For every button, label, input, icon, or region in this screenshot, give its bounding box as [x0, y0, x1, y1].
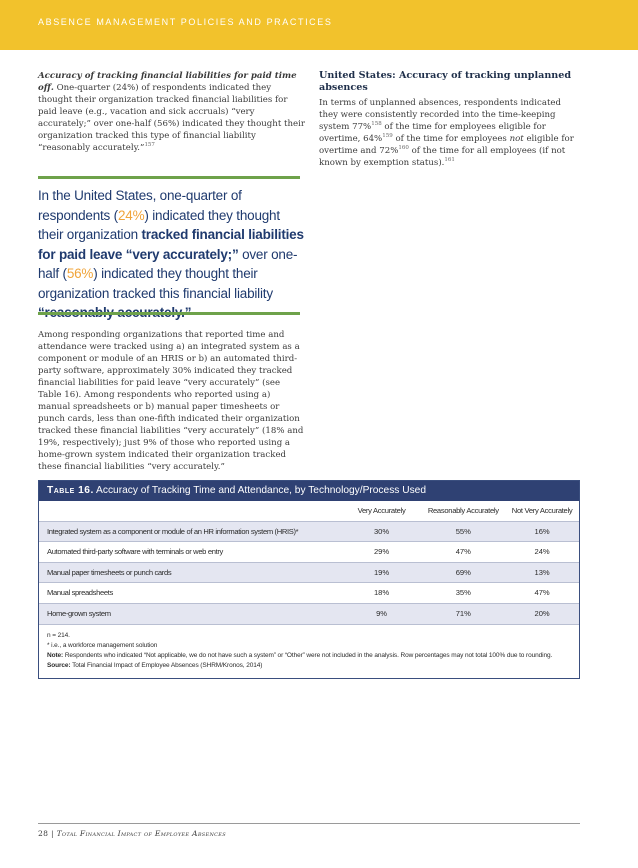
note-label: Note: [47, 651, 64, 659]
cell-value: 29% [342, 542, 422, 563]
section-title: ABSENCE MANAGEMENT POLICIES AND PRACTICES [38, 17, 333, 27]
right-text-1: In terms of unplanned absences, respondents indicated they were consistently recorded into the time-keeping system 77% [319, 98, 561, 132]
pull-text-4: ) indicated they thought their organization tracked this financial liability [38, 266, 273, 301]
footer-rule [38, 823, 580, 824]
header-band [0, 0, 638, 50]
page-footer [38, 829, 226, 838]
pull-quote-top-rule [38, 176, 300, 179]
row-label: Home-grown system [39, 603, 342, 624]
pull-text-2: ) indicated they thought their organization [38, 207, 280, 242]
right-text-4: eligible for overtime and 72% [319, 134, 574, 156]
page-number: 28 | [38, 829, 57, 838]
footnote-ref-159: 159 [382, 133, 393, 140]
table-row [39, 521, 579, 542]
table-label: Table 16. [47, 485, 94, 496]
cell-value: 69% [421, 562, 505, 583]
table-notes [39, 624, 579, 678]
cell-value: 30% [342, 521, 422, 542]
left-column [38, 70, 306, 154]
note-line [47, 651, 571, 661]
cell-value: 19% [342, 562, 422, 583]
table-row [39, 562, 579, 583]
cell-value: 71% [421, 603, 505, 624]
intro-paragraph [38, 70, 306, 154]
body-block [38, 329, 304, 473]
pull-bold-1: tracked financial liabilities for paid leave “very accurately;” [38, 227, 304, 262]
cell-value: 13% [505, 562, 579, 583]
row-label: Automated third-party software with terminals or web entry [39, 542, 342, 563]
table-row [39, 542, 579, 563]
asterisk-note: * i.e., a workforce management solution [47, 641, 158, 649]
right-text-5: of the time for all employees (if not known by exemption status). [319, 146, 566, 168]
n-note: n = 214. [47, 631, 70, 639]
table-row [39, 603, 579, 624]
col-header-very-accurately: Very Accurately [357, 506, 406, 516]
row-label: Manual paper timesheets or punch cards [39, 562, 342, 583]
right-heading: United States: Accuracy of tracking unplanned absences [319, 70, 572, 93]
cell-value: 18% [342, 583, 422, 604]
header-blank [39, 501, 342, 521]
cell-value: 55% [421, 521, 505, 542]
pull-value-24: 24% [117, 207, 145, 223]
footer-title: Total Financial Impact of Employee Absences [56, 829, 226, 838]
intro-label: Accuracy of tracking financial liabilities for paid time off. [38, 71, 297, 93]
source-label: Source: [47, 661, 71, 669]
pull-quote [38, 186, 308, 323]
table-header-row [39, 501, 579, 521]
right-column [319, 70, 581, 169]
right-paragraph [319, 97, 581, 169]
table-title: Accuracy of Tracking Time and Attendance, by Technology/Process Used [93, 485, 426, 496]
row-label: Integrated system as a component or module of an HR information system (HRIS)* [39, 521, 342, 542]
intro-footnote-ref: 157 [144, 142, 155, 149]
cell-value: 16% [505, 521, 579, 542]
col-header-reasonably-accurately: Reasonably Accurately [427, 506, 499, 516]
body-paragraph: Among responding organizations that reported time and attendance were tracked using a) an integrated system as a component or module of an HRIS or b) an automated third-party software, approximately 30% indicated they tracked financial liabilities for paid leave “very accurately” (see Table 16). Among respondents who reported using a) manual spreadsheets or b) manual paper timesheets or punch cards, less than one-fifth indicated their organization tracked these financial liabilities “very accurately” (18% and 19%, respectively); just 9% of those who reported using a home-grown system indicated their organization tracked these financial liabilities “very accurately.” [38, 330, 304, 472]
table-16 [38, 480, 580, 679]
note-text: Respondents who indicated “Not applicable, we do not have such a system” or “Other” were not included in the analysis. Row percentages may not total 100% due to rounding. [63, 651, 553, 659]
table-row [39, 583, 579, 604]
right-text-not: not [509, 134, 524, 144]
source-line [47, 661, 571, 671]
col-header-not-very-accurately: Not Very Accurately [511, 506, 573, 516]
footnote-ref-160: 160 [398, 145, 409, 152]
cell-value: 47% [421, 542, 505, 563]
row-label: Manual spreadsheets [39, 583, 342, 604]
source-text: Total Financial Impact of Employee Absences (SHRM/Kronos, 2014) [70, 661, 263, 669]
right-text-2: of the time for employees eligible for overtime, 64% [319, 122, 546, 144]
pull-quote-bottom-rule [38, 312, 300, 315]
cell-value: 35% [421, 583, 505, 604]
footnote-ref-158: 158 [371, 121, 382, 128]
table-title-bar [39, 481, 579, 501]
cell-value: 47% [505, 583, 579, 604]
pull-value-56: 56% [66, 266, 94, 281]
cell-value: 9% [342, 603, 422, 624]
table-grid [39, 501, 579, 624]
intro-body: One-quarter (24%) of respondents indicated they thought their organization tracked financial liabilities for paid leave (e.g., vacation and sick accruals) “very accurately;” over one-half (56%) indicated they thought their organization tracked this type of financial liability “reasonably accurately.” [38, 83, 305, 153]
pull-text-1: In the United States, one-quarter of respondents ( [38, 188, 242, 223]
cell-value: 24% [505, 542, 579, 563]
footnote-ref-161: 161 [444, 157, 455, 164]
cell-value: 20% [505, 603, 579, 624]
pull-text-3: over one-half ( [38, 246, 298, 281]
right-text-3: of the time for employees [392, 134, 510, 144]
